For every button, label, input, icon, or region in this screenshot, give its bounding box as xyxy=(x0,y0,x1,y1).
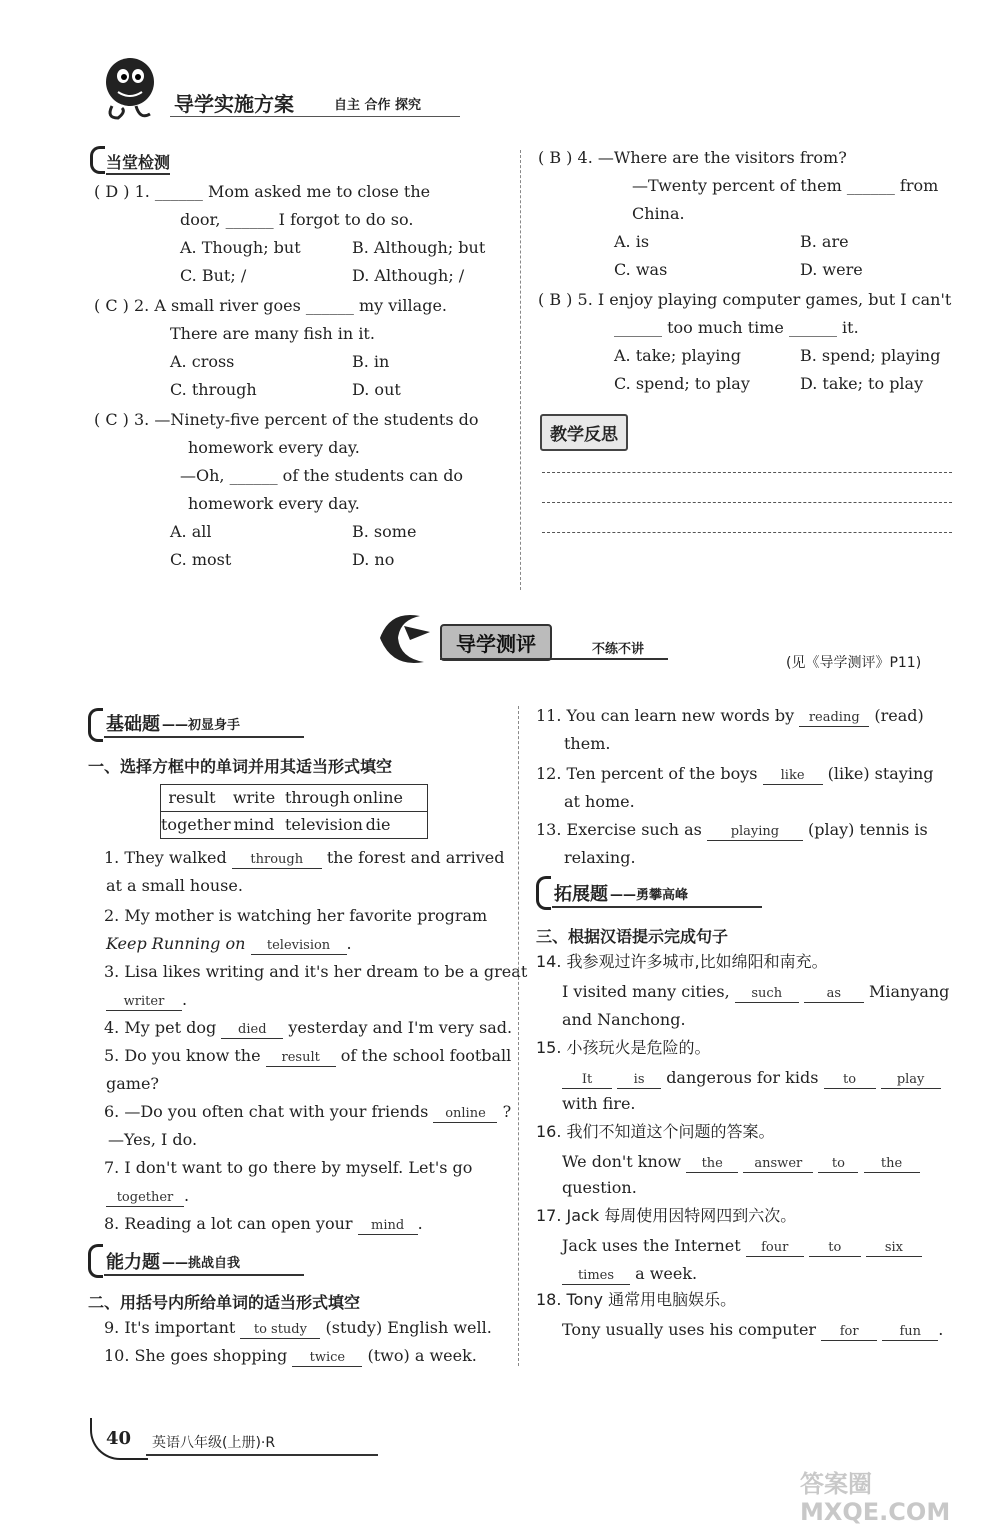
exercise-item xyxy=(562,1236,922,1257)
item-text: (read) xyxy=(874,706,924,725)
item-text: (study) English well. xyxy=(325,1318,492,1337)
exercise-item xyxy=(536,764,934,785)
option: C. But; / xyxy=(180,266,247,285)
exercise-item xyxy=(562,1152,920,1173)
answer-blank: died xyxy=(221,1022,283,1039)
word: mind xyxy=(233,815,275,834)
item-text: Keep Running on xyxy=(106,934,246,953)
item-text: 10. She goes shopping xyxy=(104,1346,288,1365)
item-text: Tony usually uses his computer xyxy=(562,1320,817,1339)
part2-title: 二、用括号内所给单词的适当形式填空 xyxy=(88,1293,361,1312)
item-text: . xyxy=(184,1186,190,1205)
option: B. some xyxy=(352,522,417,541)
item-text: at home. xyxy=(564,792,635,811)
banner-title: 导学测评 xyxy=(440,624,552,661)
flame-swirl-icon xyxy=(370,606,450,670)
answer-blank: twice xyxy=(292,1350,362,1367)
question-text: —Oh, ______ of the students can do xyxy=(180,466,464,485)
banner xyxy=(370,606,670,670)
ability-title: 能力题 xyxy=(106,1252,160,1273)
exercise-item xyxy=(106,990,187,1011)
question-2 xyxy=(94,296,447,316)
answer-blank: online xyxy=(433,1106,497,1123)
exercise-item xyxy=(104,848,504,869)
answer-blank: the xyxy=(686,1156,738,1173)
item-text: I visited many cities, xyxy=(562,982,730,1001)
question-text: door, ______ I forgot to do so. xyxy=(180,210,414,229)
item-text: question. xyxy=(562,1178,637,1197)
exercise-item xyxy=(104,1102,511,1123)
item-text: —Yes, I do. xyxy=(108,1130,198,1149)
question-text: homework every day. xyxy=(188,494,360,513)
item-text: and Nanchong. xyxy=(562,1010,686,1029)
word: online xyxy=(353,788,403,807)
option: D. were xyxy=(800,260,863,279)
item-text: 13. Exercise such as xyxy=(536,820,702,839)
option: B. in xyxy=(352,352,390,371)
answer-blank: writer xyxy=(106,994,182,1011)
exercise-item xyxy=(562,1264,697,1285)
answer-mark: ( B ) xyxy=(538,148,573,167)
option: C. was xyxy=(614,260,668,279)
item-text: . xyxy=(938,1320,944,1339)
word-box-row xyxy=(161,785,427,812)
book-label: 英语八年级(上册)·R xyxy=(152,1435,276,1451)
item-text: (two) a week. xyxy=(367,1346,477,1365)
mascot-logo xyxy=(96,52,162,124)
answer-blank: as xyxy=(804,986,864,1003)
option: D. no xyxy=(352,550,395,569)
page-number: 40 xyxy=(106,1428,132,1449)
question-1 xyxy=(94,182,430,202)
item-text: Jack uses the Internet xyxy=(562,1236,741,1255)
word: together xyxy=(161,815,231,834)
column-divider xyxy=(520,150,521,590)
item-cn: 18. Tony 通常用电脑娱乐。 xyxy=(536,1290,737,1309)
item-text: . xyxy=(417,1214,423,1233)
exercise-item xyxy=(536,820,928,841)
word: result xyxy=(168,788,216,807)
answer-blank: answer xyxy=(743,1156,813,1173)
section-check xyxy=(90,146,510,586)
item-text: . xyxy=(182,990,188,1009)
answer-blank: for xyxy=(821,1324,877,1341)
item-text: a week. xyxy=(635,1264,698,1283)
option: B. Although; but xyxy=(352,238,486,257)
answer-blank: reading xyxy=(799,710,869,727)
header-title: 导学实施方案 xyxy=(174,92,294,116)
item-text: 4. My pet dog xyxy=(104,1018,217,1037)
item-cn: 17. Jack 每周使用因特网四到六次。 xyxy=(536,1206,797,1225)
exercise-item xyxy=(104,1318,492,1339)
exercise-item xyxy=(104,1214,423,1235)
answer-mark: ( B ) xyxy=(538,290,573,309)
basic-title: 基础题 xyxy=(106,714,160,735)
question-4 xyxy=(538,148,847,168)
word: write xyxy=(232,788,276,807)
question-text: 1. ______ Mom asked me to close the xyxy=(134,182,431,201)
item-text: 1. They walked xyxy=(104,848,227,867)
answer-blank: to study xyxy=(240,1322,320,1339)
bracket-icon xyxy=(90,146,105,174)
question-5 xyxy=(538,290,951,310)
exercise-item xyxy=(104,1046,511,1067)
item-text: 5. Do you know the xyxy=(104,1046,261,1065)
item-text: dangerous for kids xyxy=(666,1068,819,1087)
question-3 xyxy=(94,410,478,430)
part1-title: 一、选择方框中的单词并用其适当形式填空 xyxy=(88,757,393,776)
item-text: (like) staying xyxy=(827,764,934,783)
answer-mark: ( C ) xyxy=(94,410,129,429)
reflection-title: 教学反思 xyxy=(540,414,628,451)
word: through xyxy=(285,788,350,807)
item-text: 8. Reading a lot can open your xyxy=(104,1214,353,1233)
word-box-row xyxy=(161,812,427,838)
exercise-item xyxy=(562,1320,943,1341)
title-rule xyxy=(104,1274,304,1276)
question-text: There are many fish in it. xyxy=(170,324,375,343)
section-check-right xyxy=(538,146,958,586)
word: television xyxy=(285,815,363,834)
answer-mark: ( D ) xyxy=(94,182,130,201)
item-text: yesterday and I'm very sad. xyxy=(288,1018,513,1037)
answer-blank: times xyxy=(562,1268,630,1285)
answer-blank: four xyxy=(746,1240,804,1257)
item-text: of the school football xyxy=(340,1046,512,1065)
answer-blank: like xyxy=(763,768,823,785)
question-text: 2. A small river goes ______ my village. xyxy=(134,296,447,315)
question-text: 3. —Ninety-five percent of the students do xyxy=(134,410,479,429)
reflection-line xyxy=(542,532,952,533)
exercise-item xyxy=(106,1186,189,1207)
answer-blank: through xyxy=(232,852,322,869)
bracket-icon xyxy=(88,708,103,742)
item-text: . xyxy=(346,934,352,953)
option: A. is xyxy=(614,232,650,251)
basic-subtitle: ——初显身手 xyxy=(162,718,241,733)
exercise-item xyxy=(106,934,352,955)
option: A. all xyxy=(170,522,212,541)
item-cn: 15. 小孩玩火是危险的。 xyxy=(536,1038,711,1057)
title-rule xyxy=(104,736,304,738)
answer-blank: playing xyxy=(707,824,803,841)
question-text: 5. I enjoy playing computer games, but I can't xyxy=(577,290,952,309)
exercise-item xyxy=(536,706,924,727)
question-text: China. xyxy=(632,204,685,223)
left-column xyxy=(88,700,528,1390)
option: B. are xyxy=(800,232,849,251)
answer-blank: mind xyxy=(358,1218,418,1235)
option: D. Although; / xyxy=(352,266,465,285)
word: die xyxy=(365,815,391,834)
option: C. through xyxy=(170,380,257,399)
header-rule xyxy=(170,116,460,117)
answer-blank: fun xyxy=(882,1324,938,1341)
bracket-icon xyxy=(536,876,551,910)
question-text: —Twenty percent of them ______ from xyxy=(632,176,939,195)
item-text: them. xyxy=(564,734,611,753)
answer-blank: to xyxy=(818,1156,858,1173)
question-text: 4. —Where are the visitors from? xyxy=(577,148,847,167)
item-text: 6. —Do you often chat with your friends xyxy=(104,1102,429,1121)
item-text: ? xyxy=(502,1102,512,1121)
item-text: 11. You can learn new words by xyxy=(536,706,795,725)
option: A. Though; but xyxy=(180,238,301,257)
answer-blank: to xyxy=(809,1240,861,1257)
item-text: 9. It's important xyxy=(104,1318,236,1337)
answer-blank: play xyxy=(881,1072,941,1089)
item-cn: 16. 我们不知道这个问题的答案。 xyxy=(536,1122,775,1141)
footer-rule xyxy=(146,1454,378,1456)
reflection-line xyxy=(542,502,952,503)
option: C. most xyxy=(170,550,232,569)
exercise-item xyxy=(104,1018,512,1039)
word-box xyxy=(160,784,428,839)
banner-rule xyxy=(440,658,668,660)
banner-tag: 不练不讲 xyxy=(592,642,645,657)
item-text: 7. I don't want to go there by myself. Let's go xyxy=(104,1158,473,1177)
answer-blank: to xyxy=(824,1072,876,1089)
answer-blank: the xyxy=(864,1156,920,1173)
option: B. spend; playing xyxy=(800,346,941,365)
question-text: homework every day. xyxy=(188,438,360,457)
section-check-title: 当堂检测 xyxy=(106,150,170,175)
answer-mark: ( C ) xyxy=(94,296,129,315)
part3-title: 三、根据汉语提示完成句子 xyxy=(536,927,729,946)
option: A. cross xyxy=(170,352,235,371)
item-cn: 14. 我参观过许多城市,比如绵阳和南充。 xyxy=(536,952,828,971)
option: D. out xyxy=(352,380,401,399)
option: D. take; to play xyxy=(800,374,924,393)
item-text: relaxing. xyxy=(564,848,636,867)
item-text: 2. My mother is watching her favorite program xyxy=(104,906,488,925)
answer-blank: result xyxy=(266,1050,336,1067)
answer-blank: six xyxy=(866,1240,922,1257)
banner-note: (见《导学测评》P11) xyxy=(786,655,922,671)
item-text: 3. Lisa likes writing and it's her dream to be a great xyxy=(104,962,528,981)
answer-blank: such xyxy=(735,986,799,1003)
header-subtitle: 自主 合作 探究 xyxy=(334,98,422,113)
watermark: 答案圈 MXQE.COM xyxy=(800,1470,951,1526)
title-rule xyxy=(552,906,762,908)
answer-blank: is xyxy=(617,1072,661,1089)
question-text: ______ too much time ______ it. xyxy=(614,318,859,337)
exercise-item xyxy=(562,1068,941,1089)
reflection-line xyxy=(542,472,952,473)
right-column xyxy=(536,700,956,1360)
item-text: the forest and arrived xyxy=(326,848,505,867)
column-divider xyxy=(518,706,519,1366)
option: C. spend; to play xyxy=(614,374,750,393)
answer-blank: together xyxy=(106,1190,184,1207)
item-text: Mianyang xyxy=(868,982,950,1001)
bracket-icon xyxy=(88,1244,103,1278)
answer-blank: television xyxy=(251,938,347,955)
exercise-item xyxy=(104,1346,477,1367)
option: A. take; playing xyxy=(614,346,741,365)
item-text: at a small house. xyxy=(106,876,243,895)
item-text: We don't know xyxy=(562,1152,682,1171)
answer-blank: It xyxy=(562,1072,612,1089)
item-text: with fire. xyxy=(562,1094,636,1113)
item-text: game? xyxy=(106,1074,159,1093)
ability-subtitle: ——挑战自我 xyxy=(162,1256,241,1271)
extend-title: 拓展题 xyxy=(554,884,608,905)
item-text: (play) tennis is xyxy=(808,820,928,839)
exercise-item xyxy=(562,982,949,1003)
item-text: 12. Ten percent of the boys xyxy=(536,764,758,783)
extend-subtitle: ——勇攀高峰 xyxy=(610,888,689,903)
